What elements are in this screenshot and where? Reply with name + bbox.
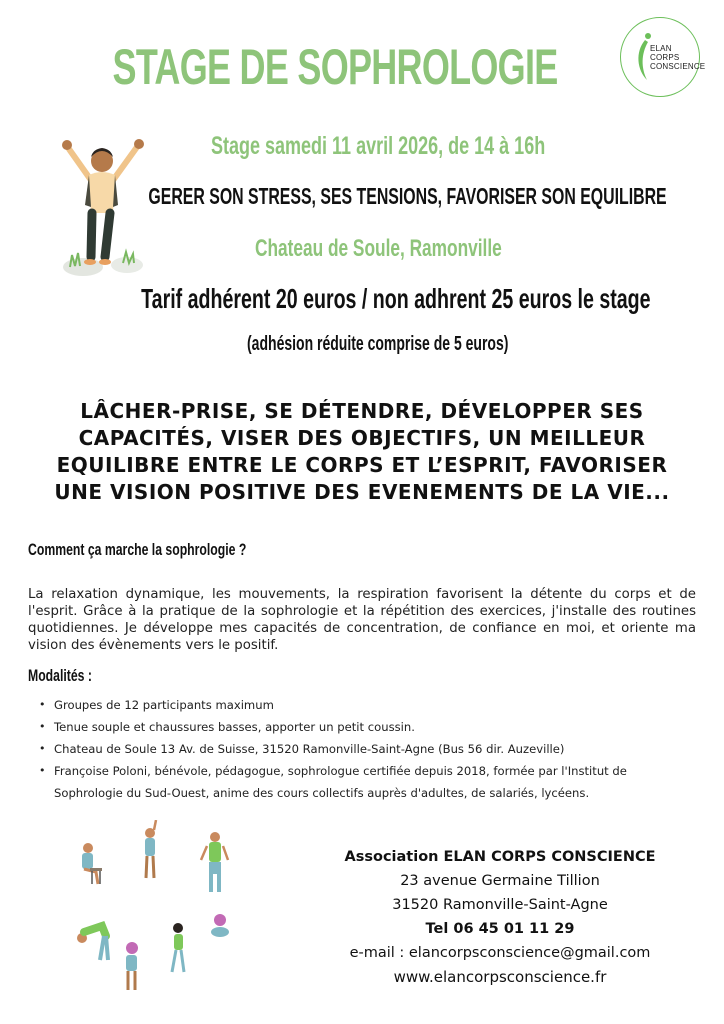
event-price bbox=[0, 283, 724, 315]
logo-text-line1: ELAN bbox=[650, 44, 672, 53]
event-date-text: Stage samedi 11 avril 2026, de 14 à 16h bbox=[210, 132, 546, 160]
association-contact bbox=[290, 845, 710, 989]
slogan-line: LÂCHER-PRISE, SE DÉTENDRE, DÉVELOPPER SES bbox=[80, 399, 644, 423]
figure-walking bbox=[172, 923, 184, 972]
association-city: 31520 Ramonville-Saint-Agne bbox=[392, 897, 608, 913]
modalites-heading: Modalités : bbox=[28, 666, 92, 685]
membership-note bbox=[0, 333, 724, 356]
event-theme-text: GERER SON STRESS, SES TENSIONS, FAVORISER SON EQUILIBRE bbox=[148, 183, 667, 209]
slogan-line: EQUILIBRE ENTRE LE CORPS ET L’ESPRIT, FAVORISER bbox=[56, 453, 668, 477]
association-name: Association ELAN CORPS CONSCIENCE bbox=[344, 849, 656, 865]
slogan bbox=[30, 398, 694, 506]
figure-standing bbox=[201, 832, 228, 892]
event-place-text: Chateau de Soule, Ramonville bbox=[254, 235, 502, 262]
association-website[interactable]: www.elancorpsconscience.fr bbox=[393, 968, 607, 986]
slogan-line: CAPACITÉS, VISER DES OBJECTIFS, UN MEILLEUR bbox=[78, 426, 646, 450]
how-paragraph: La relaxation dynamique, les mouvements, la respiration favorisent la détente du corps et de l'esprit. Grâce à la pratique de la sophrologie et la répétition des exercices, j'installe des routines quotidiennes. Je développe mes capacités de concentration, de confiance en moi, et oriente ma vision des évènements vers le positif. bbox=[28, 587, 696, 653]
figure-bending bbox=[77, 926, 108, 960]
association-email[interactable]: e-mail : elancorpsconscience@gmail.com bbox=[349, 945, 651, 961]
association-phone[interactable]: Tel 06 45 01 11 29 bbox=[425, 921, 575, 937]
logo bbox=[620, 17, 706, 97]
how-heading: Comment ça marche la sophrologie ? bbox=[28, 540, 247, 559]
list-item: • Françoise Poloni, bénévole, pédagogue, sophrologue certifiée depuis 2018, formée par l'Institut de Sophrologie du Sud-Ouest, anime des cours collectifs auprès d'adultes, de salariés, lycéens. bbox=[34, 760, 684, 804]
page-title: STAGE DE SOPHROLOGIE bbox=[112, 39, 558, 95]
modalites-list bbox=[34, 694, 684, 804]
event-place bbox=[0, 235, 724, 263]
membership-note-text: (adhésion réduite comprise de 5 euros) bbox=[247, 333, 509, 355]
figure-seated bbox=[82, 843, 102, 884]
figure-head bbox=[211, 914, 229, 937]
list-item: • Chateau de Soule 13 Av. de Suisse, 31520 Ramonville-Saint-Agne (Bus 56 dir. Auzeville) bbox=[34, 738, 684, 760]
association-street: 23 avenue Germaine Tillion bbox=[400, 873, 600, 889]
figure-purple bbox=[126, 942, 138, 990]
list-item: • Tenue souple et chaussures basses, apporter un petit coussin. bbox=[34, 716, 684, 738]
event-date bbox=[0, 132, 724, 161]
slogan-line: UNE VISION POSITIVE DES EVENEMENTS DE LA VIE... bbox=[54, 480, 670, 504]
event-price-text: Tarif adhérent 20 euros / non adhrent 25 euros le stage bbox=[141, 283, 651, 314]
list-item: • Groupes de 12 participants maximum bbox=[34, 694, 684, 716]
event-theme bbox=[0, 183, 724, 210]
logo-text-line2: CORPS bbox=[650, 53, 680, 62]
figure-arm-raised bbox=[145, 820, 156, 878]
logo-text-line3: CONSCIENCE bbox=[650, 62, 706, 71]
exercise-figures-illustration bbox=[70, 820, 250, 1000]
